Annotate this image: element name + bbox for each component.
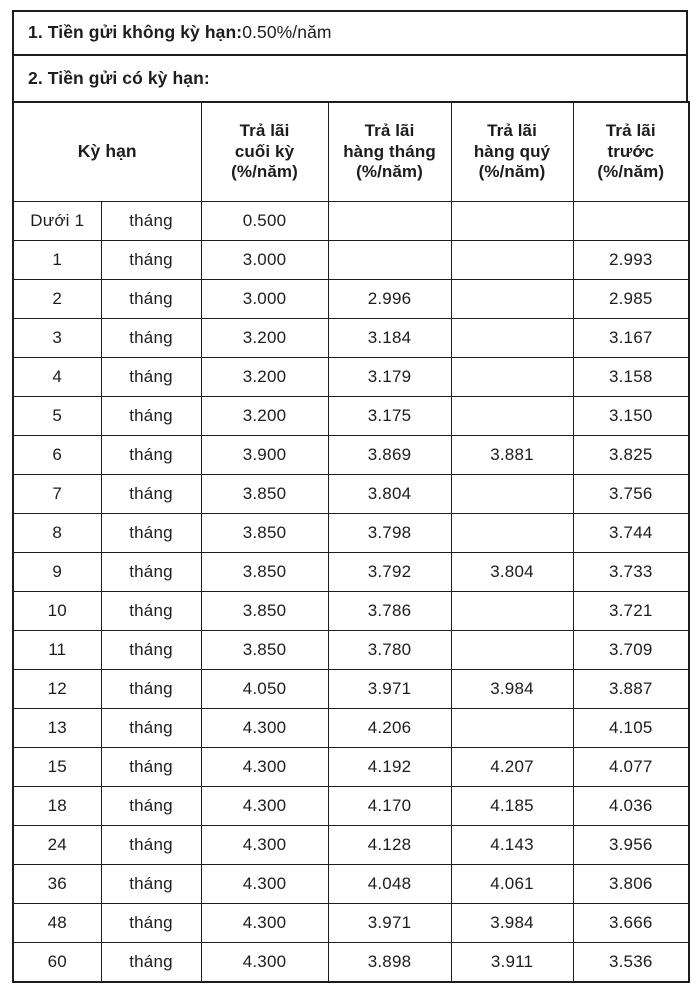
cell-term: 12: [13, 670, 101, 709]
cell-quarterly: 3.881: [451, 436, 573, 475]
cell-upfront: 2.993: [573, 241, 689, 280]
cell-end-of-term: 3.200: [201, 319, 328, 358]
table-row: [13, 865, 689, 904]
cell-term-unit: tháng: [101, 709, 201, 748]
cell-monthly: 3.898: [328, 943, 451, 983]
column-header-monthly: [328, 102, 451, 202]
cell-upfront: 3.887: [573, 670, 689, 709]
cell-monthly: 3.798: [328, 514, 451, 553]
cell-monthly: [328, 202, 451, 241]
cell-quarterly: 4.207: [451, 748, 573, 787]
cell-term: 10: [13, 592, 101, 631]
column-header-end-of-term-line3: (%/năm): [231, 162, 298, 182]
cell-term-unit: tháng: [101, 475, 201, 514]
cell-term-unit: tháng: [101, 631, 201, 670]
cell-end-of-term: 4.300: [201, 943, 328, 983]
cell-monthly: 3.179: [328, 358, 451, 397]
cell-upfront: 3.806: [573, 865, 689, 904]
cell-term: 60: [13, 943, 101, 983]
cell-term-unit: tháng: [101, 514, 201, 553]
cell-term: 24: [13, 826, 101, 865]
cell-monthly: 3.786: [328, 592, 451, 631]
cell-term: 18: [13, 787, 101, 826]
cell-upfront: 3.756: [573, 475, 689, 514]
cell-upfront: 4.105: [573, 709, 689, 748]
cell-upfront: 3.709: [573, 631, 689, 670]
cell-term-unit: tháng: [101, 202, 201, 241]
table-row: [13, 475, 689, 514]
table-header: [13, 102, 689, 202]
cell-upfront: 3.825: [573, 436, 689, 475]
cell-term-unit: tháng: [101, 397, 201, 436]
cell-term: 15: [13, 748, 101, 787]
cell-end-of-term: 4.300: [201, 709, 328, 748]
cell-term-unit: tháng: [101, 358, 201, 397]
cell-term: Dưới 1: [13, 202, 101, 241]
cell-term: 4: [13, 358, 101, 397]
table-header-row: [13, 102, 689, 202]
cell-quarterly: [451, 631, 573, 670]
cell-upfront: 3.666: [573, 904, 689, 943]
column-header-upfront-line1: Trả lãi: [605, 120, 656, 140]
cell-term-unit: tháng: [101, 826, 201, 865]
cell-monthly: 3.869: [328, 436, 451, 475]
cell-end-of-term: 3.000: [201, 241, 328, 280]
cell-end-of-term: 3.850: [201, 592, 328, 631]
cell-upfront: 4.036: [573, 787, 689, 826]
cell-term: 48: [13, 904, 101, 943]
cell-monthly: 4.048: [328, 865, 451, 904]
cell-term-unit: tháng: [101, 280, 201, 319]
cell-term-unit: tháng: [101, 748, 201, 787]
column-header-monthly-line2: hàng tháng: [343, 141, 436, 161]
cell-end-of-term: 3.850: [201, 475, 328, 514]
cell-end-of-term: 4.050: [201, 670, 328, 709]
table-row: [13, 748, 689, 787]
cell-end-of-term: 0.500: [201, 202, 328, 241]
table-row: [13, 553, 689, 592]
table-row: [13, 514, 689, 553]
cell-term: 5: [13, 397, 101, 436]
cell-monthly: 4.192: [328, 748, 451, 787]
cell-quarterly: 3.984: [451, 670, 573, 709]
cell-end-of-term: 3.850: [201, 553, 328, 592]
cell-term: 36: [13, 865, 101, 904]
column-header-monthly-line3: (%/năm): [356, 162, 423, 182]
cell-quarterly: [451, 280, 573, 319]
cell-term-unit: tháng: [101, 865, 201, 904]
cell-upfront: 3.744: [573, 514, 689, 553]
cell-term-unit: tháng: [101, 904, 201, 943]
section-demand-deposit-line: [28, 23, 332, 42]
cell-term: 8: [13, 514, 101, 553]
cell-upfront: 3.536: [573, 943, 689, 983]
cell-quarterly: 4.185: [451, 787, 573, 826]
table-row: [13, 280, 689, 319]
cell-monthly: 2.996: [328, 280, 451, 319]
cell-end-of-term: 3.850: [201, 514, 328, 553]
cell-quarterly: [451, 241, 573, 280]
cell-term: 9: [13, 553, 101, 592]
cell-upfront: 3.150: [573, 397, 689, 436]
table-row: [13, 787, 689, 826]
cell-monthly: 3.971: [328, 670, 451, 709]
column-header-upfront-lines: [574, 121, 689, 183]
cell-monthly: 3.792: [328, 553, 451, 592]
interest-rate-table: [12, 101, 690, 983]
cell-upfront: 3.956: [573, 826, 689, 865]
cell-upfront: 3.721: [573, 592, 689, 631]
cell-upfront: 2.985: [573, 280, 689, 319]
cell-term-unit: tháng: [101, 553, 201, 592]
cell-quarterly: 4.061: [451, 865, 573, 904]
cell-quarterly: 3.911: [451, 943, 573, 983]
cell-term: 6: [13, 436, 101, 475]
table-row: [13, 436, 689, 475]
table-row: [13, 202, 689, 241]
cell-end-of-term: 4.300: [201, 787, 328, 826]
table-body: [13, 202, 689, 983]
section-term-deposit-label: 2. Tiền gửi có kỳ hạn:: [28, 67, 210, 88]
column-header-upfront: [573, 102, 689, 202]
cell-quarterly: [451, 202, 573, 241]
cell-end-of-term: 3.000: [201, 280, 328, 319]
cell-monthly: 4.170: [328, 787, 451, 826]
cell-monthly: 3.804: [328, 475, 451, 514]
cell-monthly: 3.175: [328, 397, 451, 436]
table-row: [13, 826, 689, 865]
column-header-end-of-term: [201, 102, 328, 202]
table-row: [13, 241, 689, 280]
cell-quarterly: [451, 358, 573, 397]
cell-monthly: 3.971: [328, 904, 451, 943]
column-header-quarterly-line2: hàng quý: [473, 141, 551, 161]
column-header-quarterly-lines: [452, 121, 573, 183]
section-demand-deposit-value: 0.50%/năm: [242, 22, 332, 43]
cell-quarterly: [451, 397, 573, 436]
cell-end-of-term: 4.300: [201, 904, 328, 943]
column-header-term-label: Kỳ hạn: [77, 141, 137, 162]
table-row: [13, 943, 689, 983]
cell-quarterly: [451, 475, 573, 514]
cell-quarterly: [451, 592, 573, 631]
cell-term-unit: tháng: [101, 436, 201, 475]
cell-term-unit: tháng: [101, 592, 201, 631]
column-header-quarterly-line1: Trả lãi: [487, 120, 537, 140]
section-demand-deposit-label: 1. Tiền gửi không kỳ hạn:: [28, 22, 243, 43]
table-row: [13, 592, 689, 631]
cell-quarterly: [451, 709, 573, 748]
table-row: [13, 709, 689, 748]
cell-monthly: [328, 241, 451, 280]
cell-term: 7: [13, 475, 101, 514]
cell-upfront: 3.733: [573, 553, 689, 592]
cell-term-unit: tháng: [101, 787, 201, 826]
cell-monthly: 4.128: [328, 826, 451, 865]
cell-monthly: 4.206: [328, 709, 451, 748]
table-row: [13, 631, 689, 670]
cell-upfront: 4.077: [573, 748, 689, 787]
cell-term: 3: [13, 319, 101, 358]
column-header-monthly-lines: [329, 121, 451, 183]
cell-end-of-term: 3.900: [201, 436, 328, 475]
cell-end-of-term: 4.300: [201, 748, 328, 787]
cell-term: 2: [13, 280, 101, 319]
cell-quarterly: 4.143: [451, 826, 573, 865]
cell-end-of-term: 4.300: [201, 865, 328, 904]
cell-end-of-term: 4.300: [201, 826, 328, 865]
cell-term-unit: tháng: [101, 670, 201, 709]
column-header-end-of-term-line2: cuối kỳ: [234, 141, 295, 161]
cell-term: 13: [13, 709, 101, 748]
cell-quarterly: 3.804: [451, 553, 573, 592]
section-demand-deposit: [12, 10, 688, 55]
column-header-monthly-line1: Trả lãi: [364, 120, 415, 140]
cell-end-of-term: 3.200: [201, 358, 328, 397]
column-header-quarterly: [451, 102, 573, 202]
table-row: [13, 904, 689, 943]
cell-monthly: 3.184: [328, 319, 451, 358]
cell-quarterly: 3.984: [451, 904, 573, 943]
column-header-end-of-term-lines: [202, 121, 328, 183]
cell-quarterly: [451, 319, 573, 358]
cell-monthly: 3.780: [328, 631, 451, 670]
cell-end-of-term: 3.200: [201, 397, 328, 436]
cell-term: 11: [13, 631, 101, 670]
cell-upfront: 3.167: [573, 319, 689, 358]
column-header-end-of-term-line1: Trả lãi: [239, 120, 290, 140]
cell-term-unit: tháng: [101, 943, 201, 983]
cell-end-of-term: 3.850: [201, 631, 328, 670]
table-row: [13, 358, 689, 397]
cell-term-unit: tháng: [101, 241, 201, 280]
column-header-term: [13, 102, 201, 202]
cell-quarterly: [451, 514, 573, 553]
cell-upfront: 3.158: [573, 358, 689, 397]
column-header-upfront-line3: (%/năm): [597, 162, 665, 182]
section-term-deposit-line: [28, 69, 210, 88]
section-term-deposit: [12, 55, 688, 101]
table-row: [13, 670, 689, 709]
table-row: [13, 397, 689, 436]
cell-term: 1: [13, 241, 101, 280]
cell-upfront: [573, 202, 689, 241]
column-header-quarterly-line3: (%/năm): [478, 162, 546, 182]
column-header-upfront-line2: trước: [607, 141, 655, 161]
table-row: [13, 319, 689, 358]
cell-term-unit: tháng: [101, 319, 201, 358]
